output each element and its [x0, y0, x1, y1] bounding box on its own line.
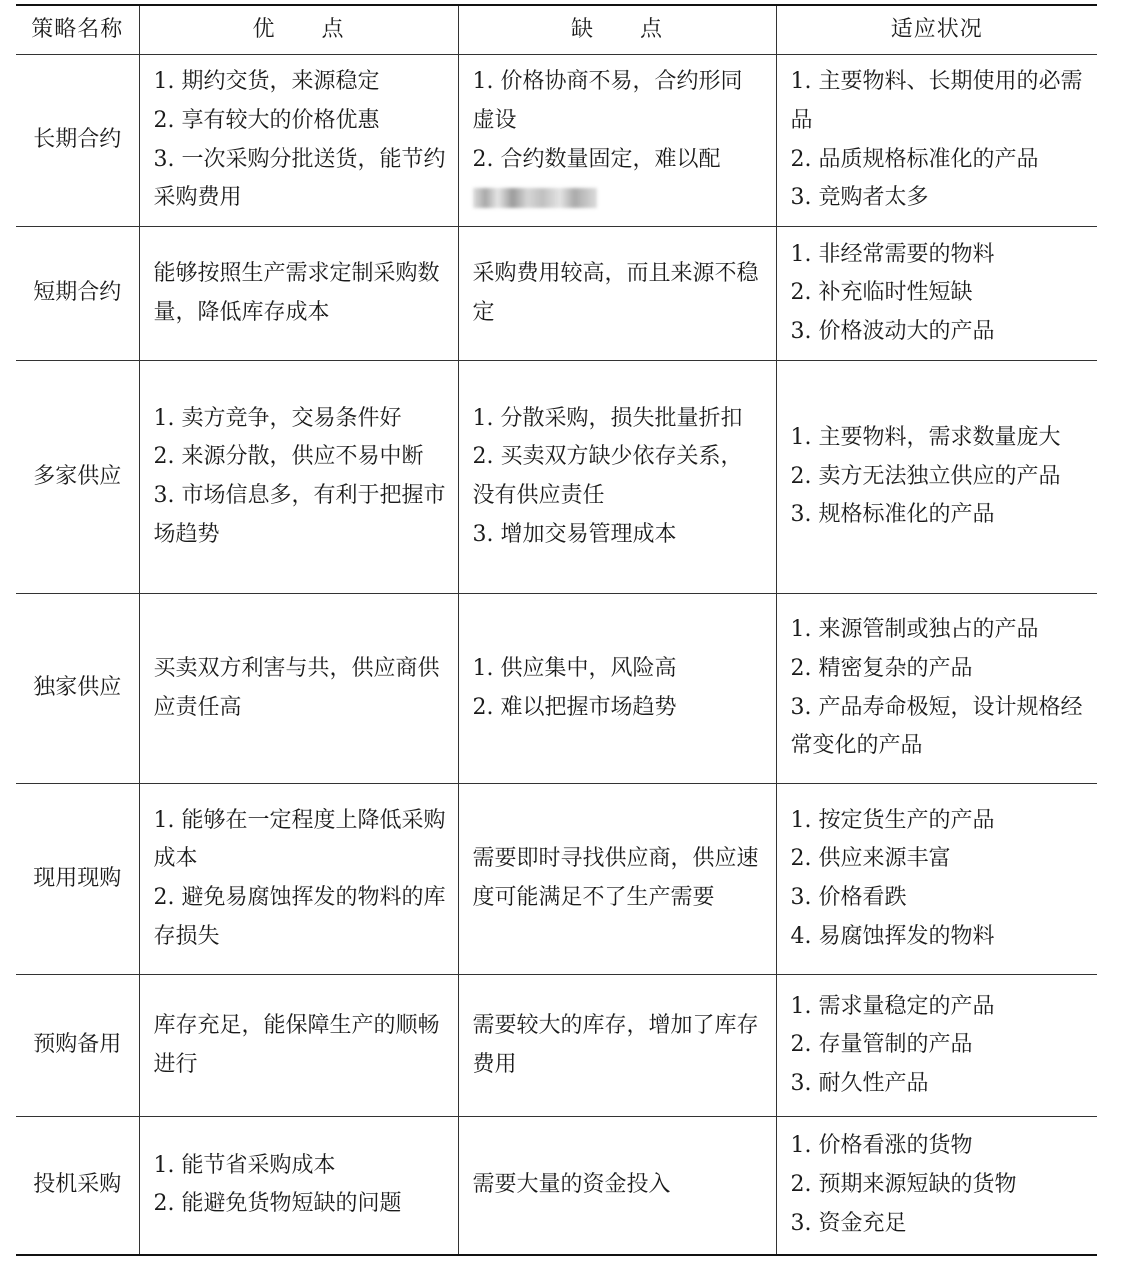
disadvantages-cell	[458, 361, 776, 594]
advantage-item: 1. 期约交货，来源稳定	[153, 69, 380, 95]
conditions-cell	[776, 361, 1097, 594]
disadvantage-item: 2. 合约数量固定，难以配	[472, 146, 721, 172]
conditions-cell	[776, 55, 1097, 227]
advantages-cell	[139, 227, 458, 361]
disadvantage-item: 需要大量的资金投入	[472, 1171, 671, 1197]
advantage-item: 3. 市场信息多，有利于把握市场趋势	[153, 483, 446, 547]
condition-item: 2. 存量管制的产品	[790, 1032, 973, 1058]
condition-item: 1. 主要物料，需求数量庞大	[790, 425, 1061, 451]
disadvantage-item: 1. 价格协商不易，合约形同虚设	[472, 69, 743, 133]
conditions-cell	[776, 975, 1097, 1117]
table-row	[16, 361, 1097, 594]
conditions-cell	[776, 784, 1097, 975]
condition-item: 3. 竞购者太多	[790, 185, 929, 211]
advantage-item: 库存充足，能保障生产的顺畅进行	[153, 1012, 440, 1077]
advantages-cell	[139, 975, 458, 1117]
table-row	[16, 55, 1097, 227]
header-conditions: 适应状况	[776, 5, 1097, 55]
condition-item: 2. 品质规格标准化的产品	[790, 146, 1039, 172]
advantages-cell	[139, 1117, 458, 1255]
advantage-item: 能够按照生产需求定制采购数量，降低库存成本	[153, 260, 440, 325]
condition-item: 1. 主要物料、长期使用的必需品	[790, 69, 1083, 133]
header-advantages: 优 点	[139, 5, 458, 55]
advantage-item: 1. 能够在一定程度上降低采购成本	[153, 807, 446, 872]
table-row	[16, 594, 1097, 784]
blurred-text	[473, 179, 764, 218]
advantages-cell	[139, 55, 458, 227]
disadvantage-item: 1. 供应集中，风险高	[472, 655, 677, 681]
watermark-blur	[473, 188, 597, 208]
advantages-cell	[139, 594, 458, 784]
conditions-cell	[776, 1117, 1097, 1255]
table-row	[16, 227, 1097, 361]
strategy-name: 现用现购	[16, 784, 139, 975]
table-row	[16, 784, 1097, 975]
advantage-item: 2. 享有较大的价格优惠	[153, 107, 380, 133]
disadvantage-item: 1. 分散采购，损失批量折扣	[472, 405, 743, 431]
condition-item: 4. 易腐蚀挥发的物料	[790, 923, 995, 949]
disadvantage-item: 2. 难以把握市场趋势	[472, 694, 677, 720]
disadvantage-item: 采购费用较高，而且来源不稳定	[472, 260, 759, 325]
disadvantages-cell	[458, 594, 776, 784]
strategy-name: 投机采购	[16, 1117, 139, 1255]
condition-item: 1. 按定货生产的产品	[790, 807, 995, 833]
disadvantages-cell	[458, 227, 776, 361]
condition-item: 3. 产品寿命极短，设计规格经常变化的产品	[790, 694, 1083, 759]
condition-item: 2. 精密复杂的产品	[790, 655, 973, 681]
condition-item: 2. 卖方无法独立供应的产品	[790, 463, 1061, 489]
strategy-name: 预购备用	[16, 975, 139, 1117]
condition-item: 1. 来源管制或独占的产品	[790, 617, 1039, 643]
condition-item: 3. 耐久性产品	[790, 1070, 929, 1096]
advantage-item: 3. 一次采购分批送货，能节约采购费用	[153, 146, 446, 211]
condition-item: 3. 价格看跌	[790, 885, 907, 910]
strategy-table-wrapper	[16, 4, 1097, 1256]
conditions-cell	[776, 594, 1097, 784]
disadvantage-item: 2. 买卖双方缺少依存关系，没有供应责任	[472, 444, 743, 508]
strategy-name: 多家供应	[16, 361, 139, 594]
disadvantage-item: 需要较大的库存，增加了库存费用	[472, 1012, 759, 1077]
condition-item: 2. 供应来源丰富	[790, 846, 951, 872]
strategy-name: 短期合约	[16, 227, 139, 361]
advantage-item: 2. 能避免货物短缺的问题	[153, 1191, 402, 1217]
table-row	[16, 975, 1097, 1117]
condition-item: 1. 需求量稳定的产品	[790, 993, 995, 1019]
condition-item: 3. 规格标准化的产品	[790, 502, 995, 528]
condition-item: 2. 预期来源短缺的货物	[790, 1171, 1017, 1197]
advantage-item: 1. 能节省采购成本	[153, 1152, 336, 1178]
disadvantages-cell	[458, 784, 776, 975]
advantage-item: 2. 避免易腐蚀挥发的物料的库存损失	[153, 885, 446, 949]
advantage-item: 买卖双方利害与共，供应商供应责任高	[153, 655, 440, 720]
condition-item: 3. 资金充足	[790, 1210, 907, 1236]
procurement-strategy-table	[16, 4, 1097, 1256]
condition-item: 2. 补充临时性短缺	[790, 280, 973, 306]
disadvantage-item: 3. 增加交易管理成本	[472, 521, 677, 547]
advantages-cell	[139, 784, 458, 975]
condition-item: 3. 价格波动大的产品	[790, 318, 995, 344]
strategy-name: 长期合约	[16, 55, 139, 227]
disadvantages-cell	[458, 1117, 776, 1255]
condition-item: 1. 非经常需要的物料	[790, 241, 995, 267]
advantages-cell	[139, 361, 458, 594]
disadvantages-cell	[458, 975, 776, 1117]
disadvantage-item: 需要即时寻找供应商，供应速度可能满足不了生产需要	[472, 846, 759, 910]
header-disadvantages: 缺 点	[458, 5, 776, 55]
strategy-name: 独家供应	[16, 594, 139, 784]
advantage-item: 1. 卖方竞争，交易条件好	[153, 405, 402, 431]
table-row	[16, 1117, 1097, 1255]
conditions-cell	[776, 227, 1097, 361]
advantage-item: 2. 来源分散，供应不易中断	[153, 444, 424, 470]
condition-item: 1. 价格看涨的货物	[790, 1133, 973, 1159]
disadvantages-cell	[458, 55, 776, 227]
header-row	[16, 5, 1097, 55]
header-strategy-name: 策略名称	[16, 5, 139, 55]
